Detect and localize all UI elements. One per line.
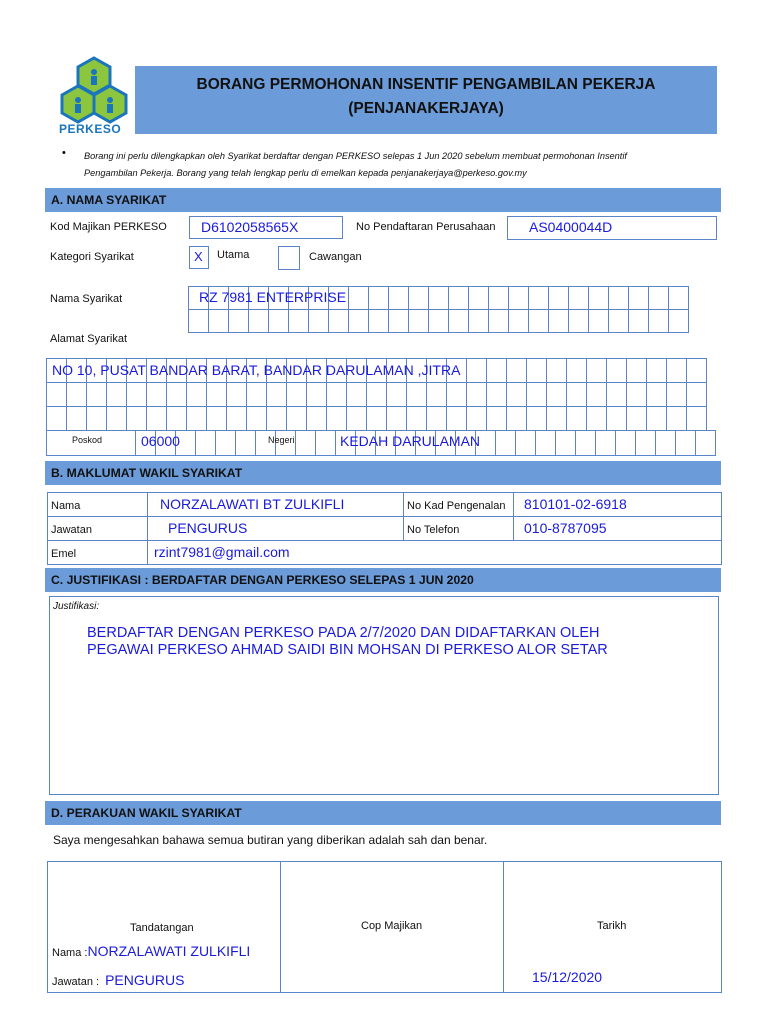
justifikasi-label: Justifikasi: xyxy=(53,601,100,612)
section-d-heading: D. PERAKUAN WAKIL SYARIKAT xyxy=(45,801,721,825)
no-kad-label: No Kad Pengenalan xyxy=(407,499,506,512)
utama-checkbox[interactable] xyxy=(189,246,209,269)
wakil-emel-value: rzint7981@gmail.com xyxy=(154,543,290,560)
perakuan-table xyxy=(47,861,722,993)
justifikasi-line1: BERDAFTAR DENGAN PERKESO PADA 2/7/2020 DAN DIDAFTARKAN OLEH xyxy=(87,625,600,641)
justifikasi-text xyxy=(87,625,608,659)
wakil-jawatan-label: Jawatan xyxy=(51,523,92,536)
perakuan-nama-label: Nama : xyxy=(52,947,88,959)
no-kad-value: 810101-02-6918 xyxy=(524,495,627,512)
logo-text: PERKESO xyxy=(59,122,122,136)
wakil-nama-label: Nama xyxy=(51,499,81,512)
form-title xyxy=(135,66,717,134)
form-title-line1: BORANG PERMOHONAN INSENTIF PENGAMBILAN PEKERJA xyxy=(196,76,656,93)
justifikasi-textarea[interactable] xyxy=(49,596,719,795)
poskod-label: Poskod xyxy=(72,435,103,445)
wakil-emel-field[interactable] xyxy=(148,541,722,565)
negeri-label: Negeri xyxy=(268,435,295,445)
cawangan-checkbox[interactable] xyxy=(278,246,300,270)
kod-majikan-label: Kod Majikan PERKESO xyxy=(50,221,167,233)
alamat-syarikat-label: Alamat Syarikat xyxy=(50,333,128,345)
perakuan-jawatan-label: Jawatan : xyxy=(52,976,100,988)
kategori-label: Kategori Syarikat xyxy=(50,251,134,263)
wakil-nama-value: NORZALAWATI BT ZULKIFLI xyxy=(160,495,345,512)
tarikh-cell[interactable] xyxy=(504,862,722,993)
instruction-note-line2: Pengambilan Pekerja. Borang yang telah lengkap perlu di emelkan kepada penjanakerjaya@perkeso.gov.my xyxy=(84,168,527,178)
justifikasi-line2: PEGAWAI PERKESO AHMAD SAIDI BIN MOHSAN DI PERKESO ALOR SETAR xyxy=(87,642,608,658)
cop-majikan-cell[interactable] xyxy=(281,862,504,993)
negeri-value: KEDAH DARULAMAN xyxy=(340,433,481,449)
nama-syarikat-value: RZ 7981 ENTERPRISE xyxy=(199,289,347,305)
tarikh-value: 15/12/2020 xyxy=(532,969,603,985)
tarikh-label: Tarikh xyxy=(597,920,627,932)
section-a-heading: A. NAMA SYARIKAT xyxy=(45,188,721,212)
instruction-note xyxy=(84,148,744,182)
wakil-table xyxy=(47,492,722,565)
cop-majikan-label: Cop Majikan xyxy=(361,920,423,932)
perakuan-statement: Saya mengesahkan bahawa semua butiran yang diberikan adalah sah dan benar. xyxy=(53,833,488,847)
nama-syarikat-grid[interactable] xyxy=(189,286,689,333)
no-telefon-value: 010-8787095 xyxy=(524,519,607,536)
perakuan-jawatan-row xyxy=(52,972,184,990)
wakil-emel-label: Emel xyxy=(51,547,77,560)
no-pendaftaran-label: No Pendaftaran Perusahaan xyxy=(356,221,496,233)
perkeso-logo xyxy=(56,56,132,138)
utama-check-mark: X xyxy=(194,249,203,264)
wakil-jawatan-field[interactable] xyxy=(148,517,404,541)
wakil-jawatan-value: PENGURUS xyxy=(168,519,248,536)
tandatangan-cell[interactable] xyxy=(48,862,281,993)
wakil-nama-field[interactable] xyxy=(148,493,404,517)
instruction-note-line1: Borang ini perlu dilengkapkan oleh Syarikat berdaftar dengan PERKESO selepas 1 Jun 2020 sebelum membuat permohonan Insentif xyxy=(84,151,627,161)
section-b-heading: B. MAKLUMAT WAKIL SYARIKAT xyxy=(45,461,721,485)
bullet-icon: • xyxy=(62,147,66,159)
tandatangan-label: Tandatangan xyxy=(130,922,194,934)
no-pendaftaran-field[interactable] xyxy=(507,216,717,240)
section-c-heading: C. JUSTIFIKASI : BERDAFTAR DENGAN PERKESO SELEPAS 1 JUN 2020 xyxy=(45,568,721,592)
no-telefon-label: No Telefon xyxy=(407,523,460,536)
kod-majikan-value: D6102058565X xyxy=(201,219,299,235)
cawangan-label: Cawangan xyxy=(309,251,362,263)
kod-majikan-field[interactable] xyxy=(189,216,343,239)
perakuan-nama-value: NORZALAWATI ZULKIFLI xyxy=(87,943,251,959)
no-kad-field[interactable] xyxy=(514,493,722,517)
no-telefon-field[interactable] xyxy=(514,517,722,541)
nama-syarikat-label: Nama Syarikat xyxy=(50,293,123,305)
alamat-syarikat-value: NO 10, PUSAT BANDAR BARAT, BANDAR DARULAMAN ,JITRA xyxy=(52,362,461,378)
utama-label: Utama xyxy=(217,249,250,261)
poskod-value: 06000 xyxy=(141,433,180,449)
perakuan-nama-row xyxy=(52,943,250,961)
form-title-line2: (PENJANAKERJAYA) xyxy=(348,100,504,117)
perakuan-jawatan-value: PENGURUS xyxy=(105,972,185,988)
no-pendaftaran-value: AS0400044D xyxy=(529,219,613,235)
